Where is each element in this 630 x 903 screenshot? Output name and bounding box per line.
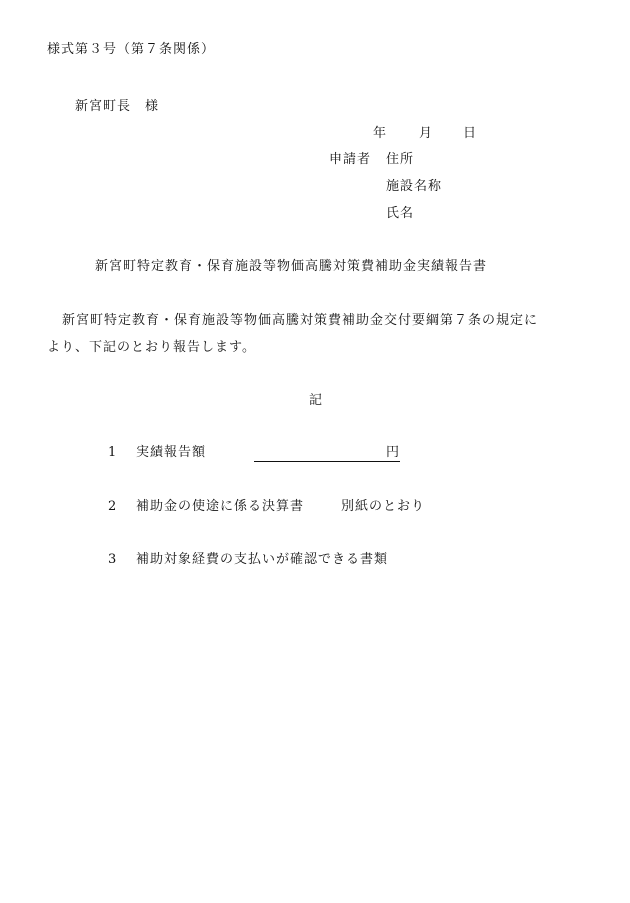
item-2-label: 補助金の使途に係る決算書	[136, 499, 305, 514]
item-1-label: 実績報告額	[136, 445, 207, 460]
amount-blank-line	[254, 445, 400, 462]
item-2-number: 2	[108, 499, 118, 514]
item-2-note: 別紙のとおり	[341, 499, 426, 514]
name-label: 氏名	[386, 206, 415, 221]
facility-name-label: 施設名称	[386, 179, 443, 194]
amount-unit: 円	[385, 445, 400, 460]
date-month-label: 月	[419, 126, 434, 141]
body-text-line-1: 新宮町特定教育・保育施設等物価高騰対策費補助金交付要綱第７条の規定に	[62, 313, 539, 328]
address-label: 住所	[386, 152, 415, 167]
applicant-label: 申請者	[329, 152, 372, 167]
document-title: 新宮町特定教育・保育施設等物価高騰対策費補助金実績報告書	[95, 259, 488, 274]
item-3-number: 3	[108, 552, 118, 567]
date-year-label: 年	[373, 126, 388, 141]
item-1-number: 1	[108, 445, 118, 460]
addressee: 新宮町長 様	[75, 99, 160, 114]
form-number: 様式第３号（第７条関係）	[47, 42, 216, 57]
body-text-line-2: より、下記のとおり報告します。	[47, 340, 256, 355]
date-day-label: 日	[463, 126, 478, 141]
item-3-label: 補助対象経費の支払いが確認できる書類	[136, 552, 389, 567]
ki-heading: 記	[309, 393, 324, 408]
